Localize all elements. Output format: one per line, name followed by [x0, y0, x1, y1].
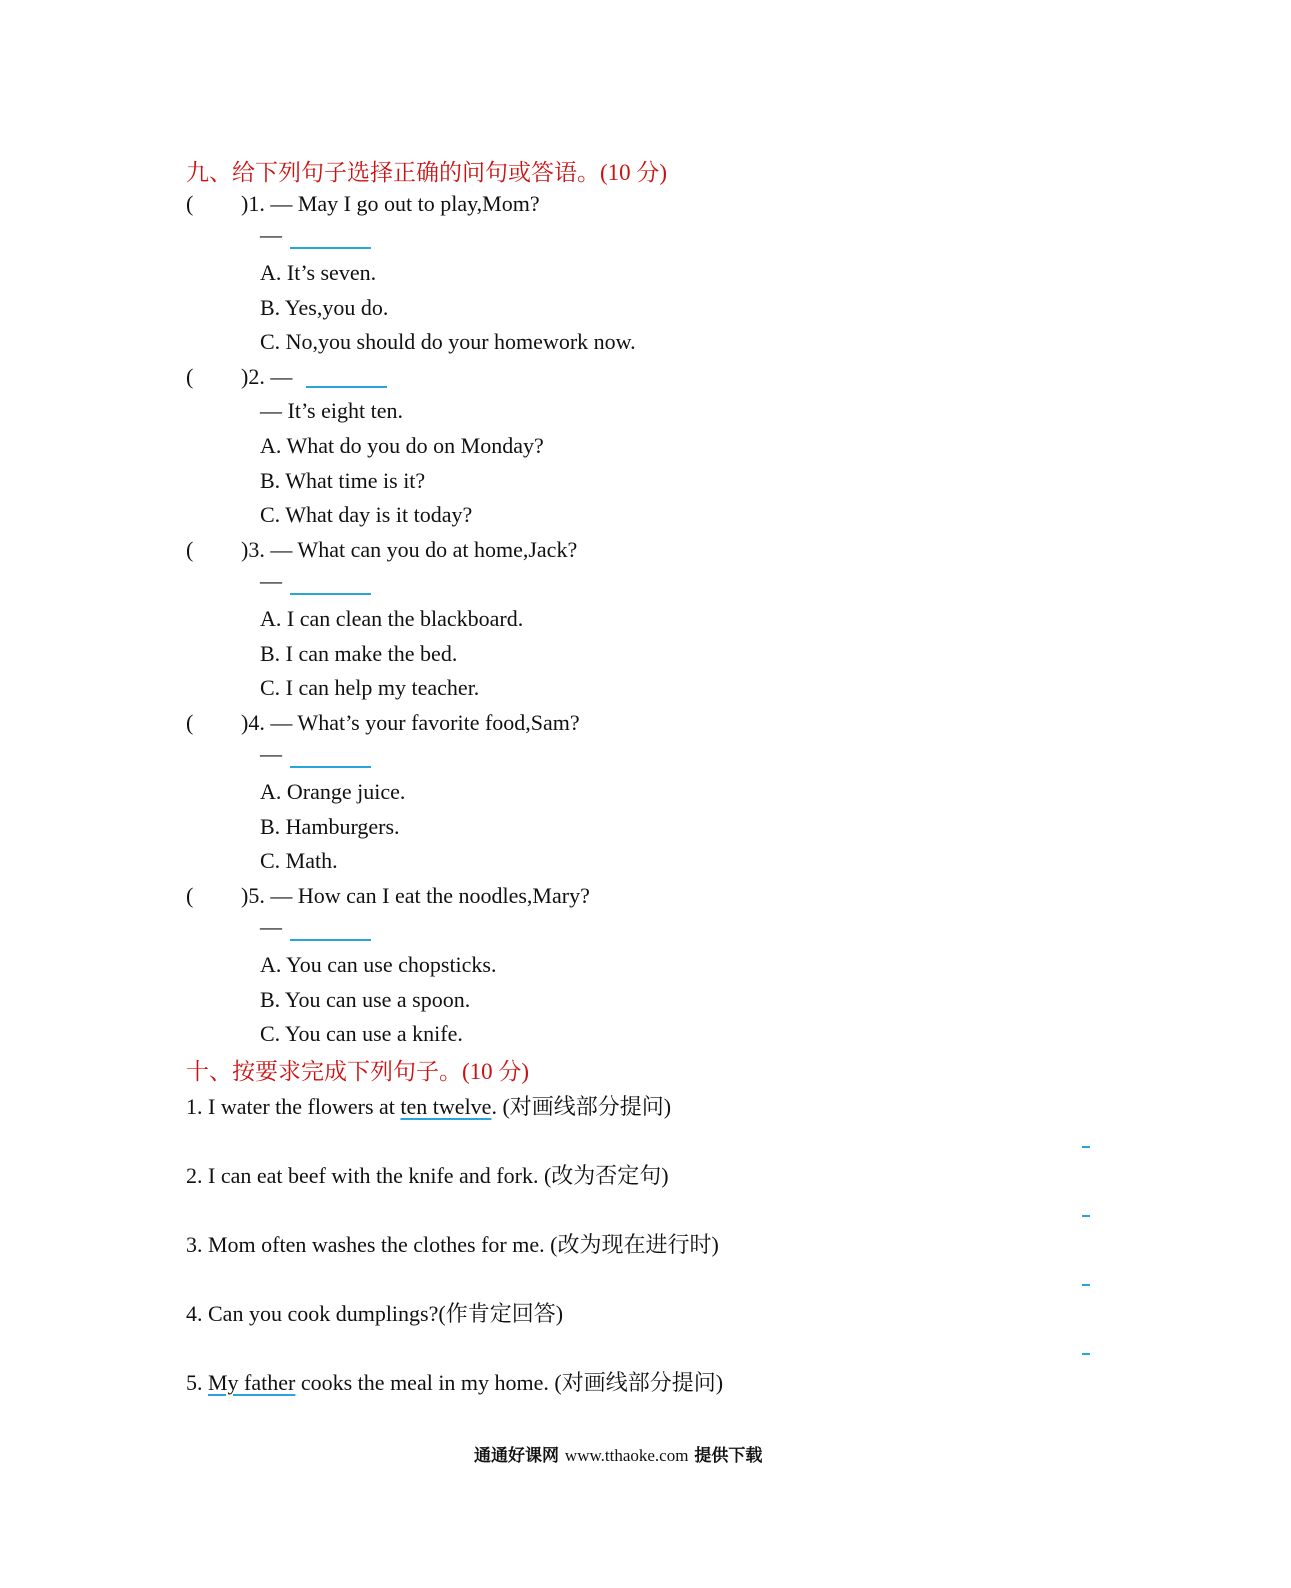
question-prompt: )4. — What’s your favorite food,Sam? — [241, 710, 580, 735]
item-instruction: . (对画线部分提问) — [491, 1094, 672, 1119]
option-b: B. Hamburgers. — [260, 814, 400, 839]
option-c: C. No,you should do your homework now. — [260, 329, 636, 354]
section-10-title: 十、按要求完成下列句子。(10 分) — [186, 1059, 530, 1084]
answer-blank[interactable] — [290, 939, 371, 941]
question-prompt: )5. — How can I eat the noodles,Mary? — [241, 883, 590, 908]
page-footer — [474, 1441, 762, 1466]
item-number: 5. — [186, 1370, 208, 1395]
question-prompt: )2. — — [241, 364, 293, 389]
item-text: 3. Mom often washes the clothes for me. (改为现在进行时) — [186, 1232, 719, 1257]
rewrite-item-4 — [186, 1297, 563, 1328]
option-a: A. You can use chopsticks. — [260, 952, 497, 977]
option-a: A. What do you do on Monday? — [260, 433, 544, 458]
answer-paren: ( — [186, 710, 194, 735]
underlined-phrase: My father — [208, 1370, 296, 1395]
item-text: 2. I can eat beef with the knife and fork. (改为否定句) — [186, 1163, 669, 1188]
answer-line-end[interactable] — [1082, 1146, 1090, 1148]
question-prompt: )1. — May I go out to play,Mom? — [241, 191, 540, 216]
option-c: C. You can use a knife. — [260, 1021, 463, 1046]
footer-url[interactable]: www.tthaoke.com — [564, 1446, 689, 1465]
rewrite-item-3 — [186, 1228, 719, 1259]
answer-paren: ( — [186, 537, 194, 562]
item-text: cooks the meal in my home. (对画线部分提问) — [295, 1370, 724, 1395]
rewrite-item-1 — [186, 1090, 671, 1121]
answer-dash: — — [260, 222, 282, 247]
option-a: A. Orange juice. — [260, 779, 406, 804]
rewrite-item-2 — [186, 1159, 669, 1190]
question-prompt: )3. — What can you do at home,Jack? — [241, 537, 578, 562]
item-text: 4. Can you cook dumplings?(作肯定回答) — [186, 1301, 564, 1326]
option-c: C. Math. — [260, 848, 338, 873]
option-b: B. What time is it? — [260, 468, 426, 493]
footer-site-name: 通通好课网 — [474, 1446, 559, 1466]
answer-paren: ( — [186, 364, 194, 389]
option-b: B. I can make the bed. — [260, 641, 458, 666]
option-a: A. It’s seven. — [260, 260, 377, 285]
answer-line-end[interactable] — [1082, 1284, 1090, 1286]
rewrite-item-5 — [186, 1366, 723, 1397]
section-9-title: 九、给下列句子选择正确的问句或答语。(10 分) — [186, 160, 668, 185]
answer-blank[interactable] — [290, 766, 371, 768]
footer-tail: 提供下载 — [694, 1446, 763, 1466]
option-b: B. You can use a spoon. — [260, 987, 471, 1012]
option-a: A. I can clean the blackboard. — [260, 606, 524, 631]
answer-line-end[interactable] — [1082, 1215, 1090, 1217]
answer-dash: — — [260, 568, 282, 593]
answer-blank[interactable] — [306, 386, 387, 388]
item-text: 1. I water the flowers at — [186, 1094, 401, 1119]
answer-blank[interactable] — [290, 247, 371, 249]
option-c: C. What day is it today? — [260, 502, 473, 527]
answer-paren: ( — [186, 883, 194, 908]
option-b: B. Yes,you do. — [260, 295, 389, 320]
answer-blank[interactable] — [290, 593, 371, 595]
answer-dash: — — [260, 914, 282, 939]
option-c: C. I can help my teacher. — [260, 675, 480, 700]
answer-paren: ( — [186, 191, 194, 216]
underlined-phrase: ten twelve — [400, 1094, 492, 1119]
answer-line: — It’s eight ten. — [260, 398, 403, 423]
answer-line-end[interactable] — [1082, 1353, 1090, 1355]
answer-dash: — — [260, 741, 282, 766]
